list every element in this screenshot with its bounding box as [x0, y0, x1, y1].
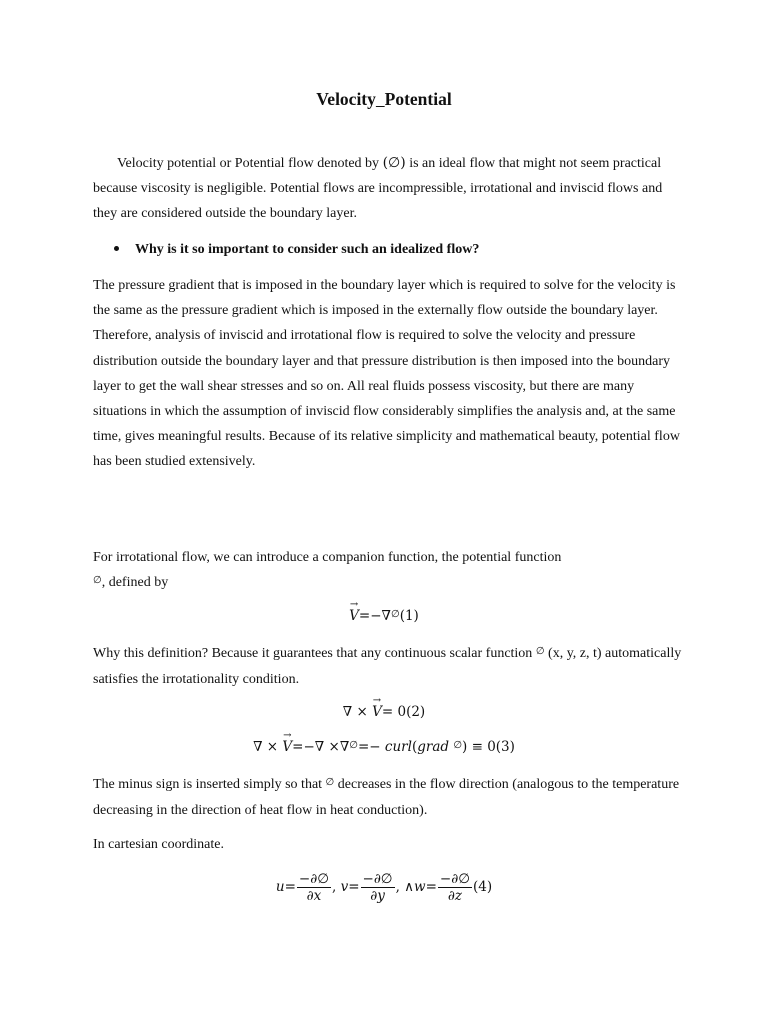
fraction-v: $\frac{-\partial\emptyset}{\partial y}$ [362, 871, 393, 904]
cartesian-heading: In cartesian coordinate. [93, 837, 224, 852]
phi-symbol: ∅ [535, 646, 545, 657]
why-paragraph: Why this definition? Because it guarantees that any continuous scalar function ∅ (x, y, z, t) automatically satisfies the irrotationality condition. [93, 646, 682, 688]
intro-paragraph: Velocity potential or Potential flow denoted by (∅) is an ideal flow that might not seem practical because viscosity is negligible. Potential flows are incompressible, irrotational and inviscid flows and they are considered outside the boundary layer. [93, 155, 663, 222]
bullet-icon [114, 246, 119, 251]
equation-2: ∇ × → V= 0(2) [0, 701, 768, 723]
phi-symbol: ∅ [325, 777, 335, 788]
pressure-paragraph: The pressure gradient that is imposed in the boundary layer which is required to solve for the velocity is the same as the pressure gradient which is imposed in the externally flow outside the boundary layer. Therefore, analysis of inviscid and irrotational flow is required to solve the velocity and pressure distribution outside the boundary layer and that pressure distribution is then imposed into the boundary layer to get the wall shear stresses and so on. All real fluids possess viscosity, but there are many situations in which the assumption of inviscid flow considerably simplifies the analysis and, at the same time, gives meaningful results. Because of its relative simplicity and mathematical beauty, potential flow has been studied extensively. [93, 278, 680, 470]
phi-symbol: (∅) [382, 155, 406, 171]
companion-paragraph: For irrotational flow, we can introduce a companion function, the potential function ∅, defined by [93, 550, 562, 591]
fraction-w: $\frac{-\partial\emptyset}{\partial z}$ [439, 871, 470, 904]
minus-paragraph: The minus sign is inserted simply so that ∅ decreases in the flow direction (analogous to the temperature decreasing in the direction of heat flow in heat conduction). [93, 777, 680, 819]
equation-3: ∇ × → V=−∇ ×∇∅=− curl(grad ∅) ≡ 0(3) [0, 736, 768, 760]
title-word: Potential [384, 89, 452, 109]
equation-4: u= $\frac{-\partial\emptyset}{\partial x}$ , v= $\frac{-\partial\emptyset}{\partial y}$ , ∧w= $\frac{-\partial\emptyset}{\partial z}$ (4) [275, 871, 493, 904]
title-word: Velocity [316, 89, 376, 109]
phi-symbol: ∅ [93, 575, 102, 587]
bullet-question: Why is it so important to consider such an idealized flow? [114, 240, 684, 260]
fraction-u: $\frac{-\partial\emptyset}{\partial x}$ [298, 871, 329, 904]
equation-1: → V=−∇∅(1) [0, 605, 768, 629]
document-title [0, 88, 768, 110]
